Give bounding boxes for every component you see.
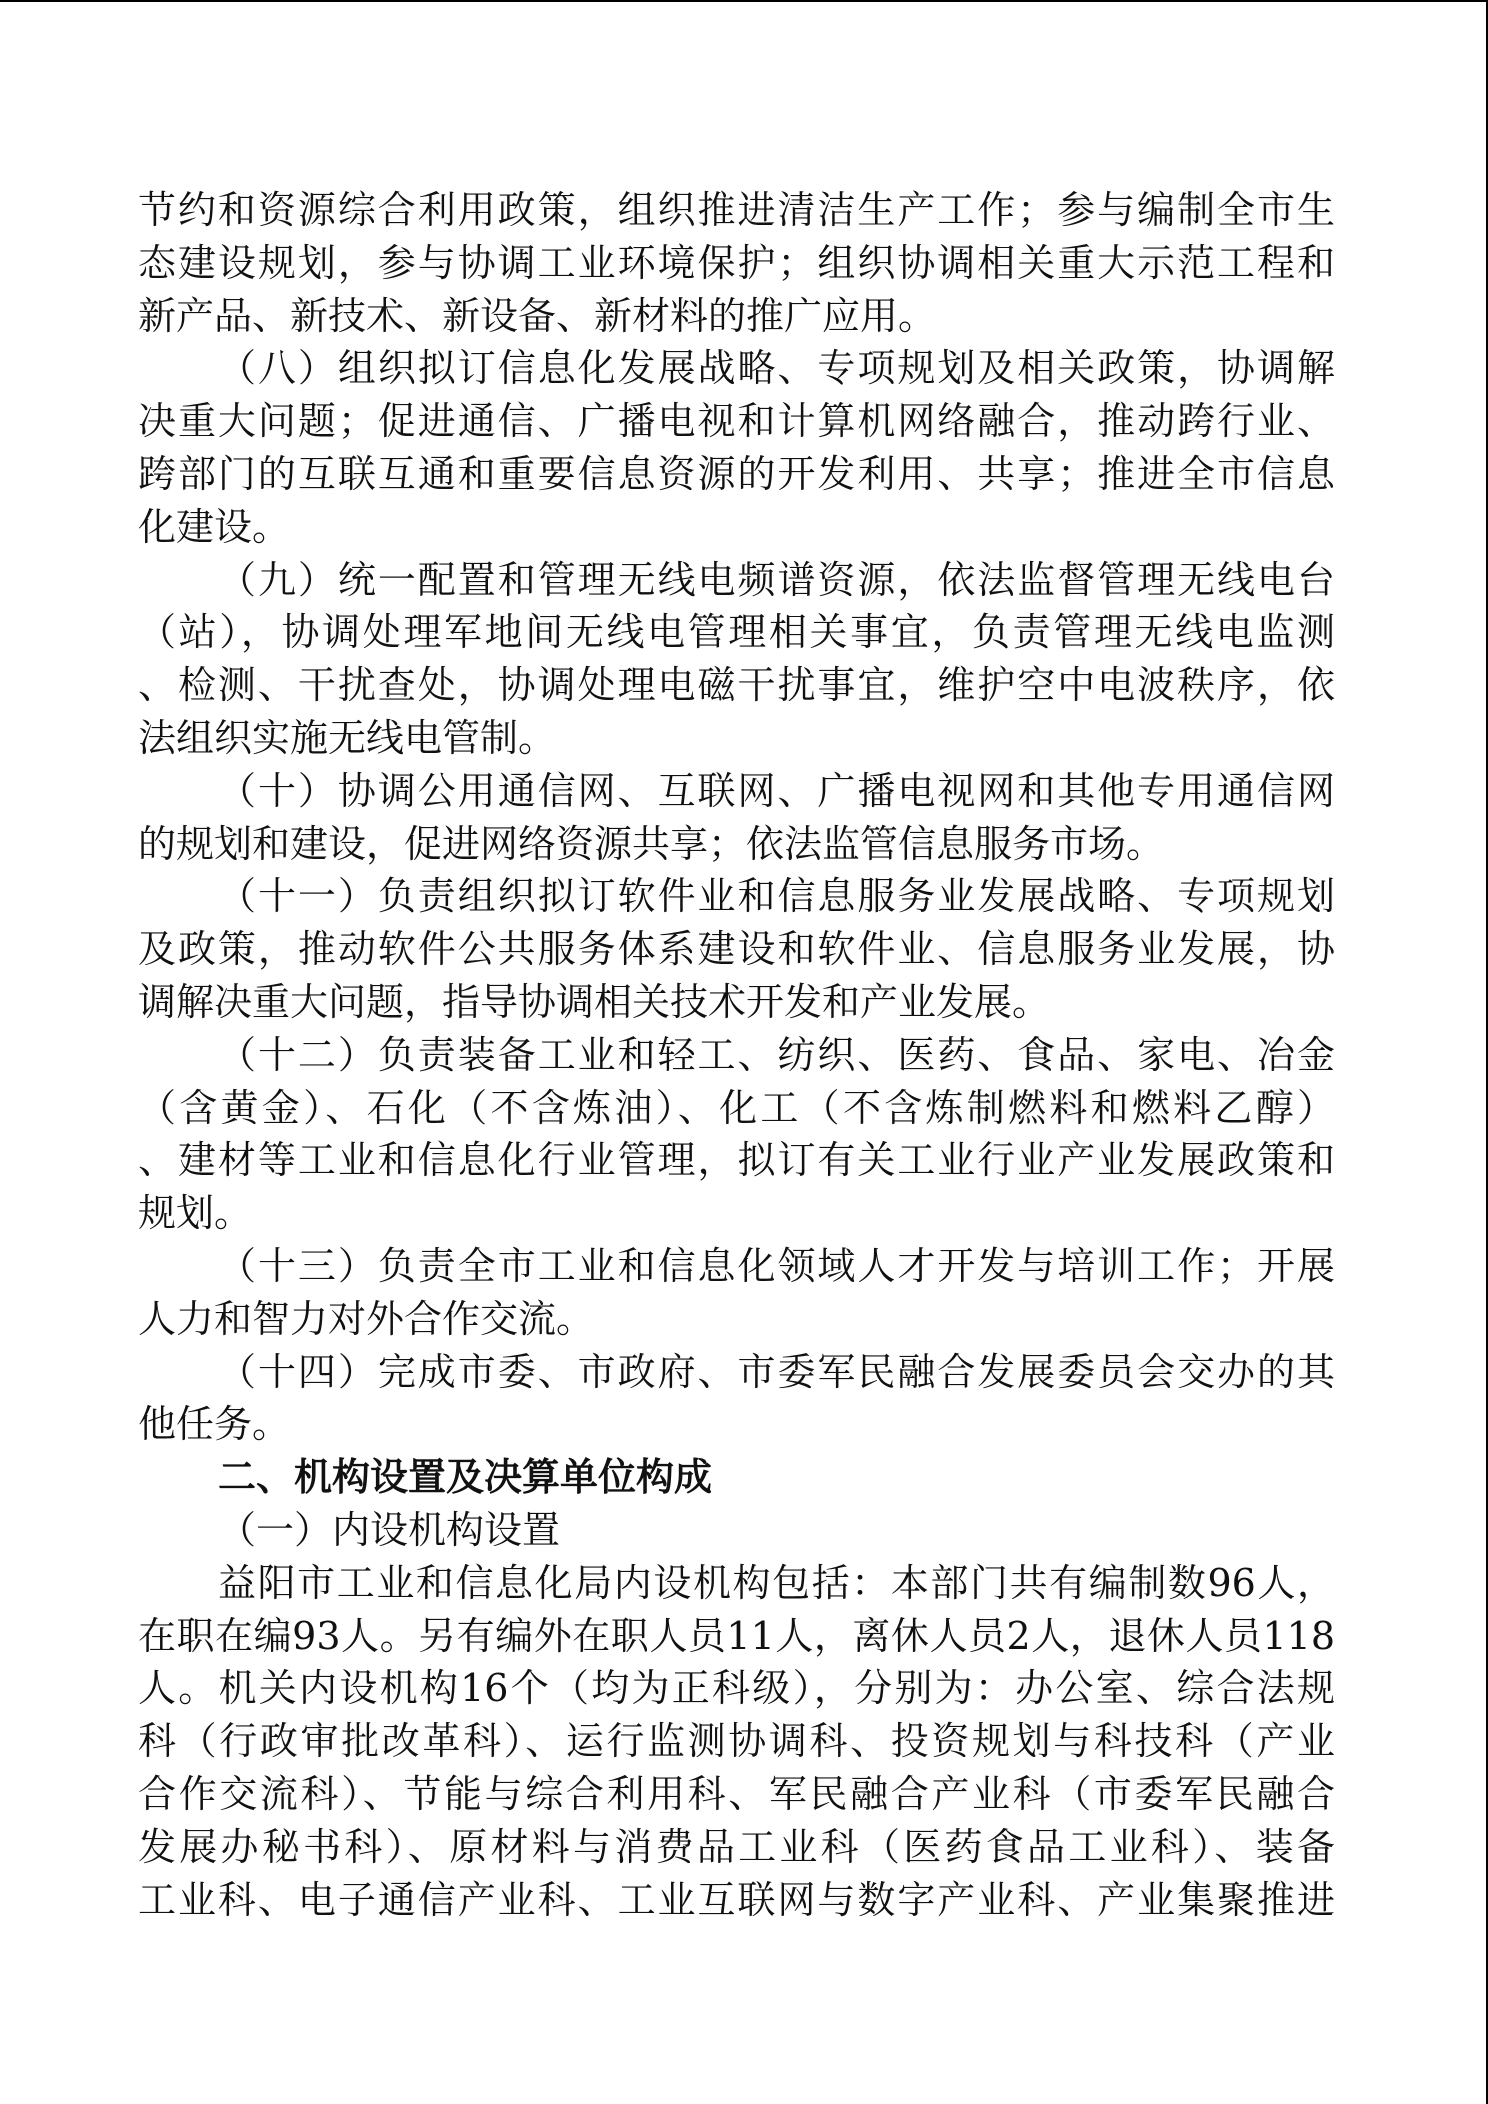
- section-heading: 二、机构设置及决算单位构成: [218, 1454, 713, 1500]
- text-line: 节约和资源综合利用政策，组织推进清洁生产工作；参与编制全市生: [138, 188, 1335, 232]
- text-line: 调解决重大问题，指导协调相关技术开发和产业发展。: [138, 979, 1051, 1024]
- text-line: 决重大问题；促进通信、广播电视和计算机网络融合，推动跨行业、: [138, 399, 1335, 444]
- text-line: 及政策，推动软件公共服务体系建设和软件业、信息服务业发展，协: [138, 927, 1335, 972]
- text-line: 科（行政审批改革科）、运行监测协调科、投资规划与科技科（产业: [138, 1719, 1335, 1764]
- text-line: （十二）负责装备工业和轻工、纺织、医药、食品、家电、冶金: [218, 1032, 1335, 1077]
- text-line: 化建设。: [138, 504, 291, 549]
- text-line: （一）内设机构设置: [218, 1507, 561, 1552]
- text-line: 跨部门的互联互通和重要信息资源的开发利用、共享；推进全市信息: [138, 451, 1335, 496]
- text-line: （含黄金）、石化（不含炼油）、化工（不含炼制燃料和燃料乙醇）: [138, 1085, 1335, 1130]
- text-line: （站），协调处理军地间无线电管理相关事宜，负责管理无线电监测: [138, 610, 1335, 655]
- text-line: （十一）负责组织拟订软件业和信息服务业发展战略、专项规划: [218, 874, 1335, 919]
- text-line: 他任务。: [138, 1402, 291, 1447]
- text-line: 合作交流科）、节能与综合利用科、军民融合产业科（市委军民融合: [138, 1771, 1335, 1816]
- text-line: 发展办秘书科）、原材料与消费品工业科（医药食品工业科）、装备: [138, 1824, 1335, 1869]
- text-line: 人。机关内设机构16个（均为正科级），分别为：办公室、综合法规: [138, 1666, 1335, 1711]
- text-line: 态建设规划，参与协调工业环境保护；组织协调相关重大示范工程和: [138, 240, 1335, 285]
- text-line: 在职在编93人。另有编外在职人员11人，离休人员2人，退休人员118: [138, 1613, 1335, 1658]
- text-line: 规划。: [138, 1191, 253, 1236]
- text-line: （十四）完成市委、市政府、市委军民融合发展委员会交办的其: [218, 1349, 1335, 1394]
- text-line: 益阳市工业和信息化局内设机构包括：本部门共有编制数96人，: [218, 1560, 1335, 1605]
- text-line: （八）组织拟订信息化发展战略、专项规划及相关政策，协调解: [218, 346, 1335, 391]
- document-body: [138, 184, 1335, 1926]
- text-line: 工业科、电子通信产业科、工业互联网与数字产业科、产业集聚推进: [138, 1877, 1335, 1922]
- text-line: （九）统一配置和管理无线电频谱资源，依法监督管理无线电台: [218, 557, 1335, 602]
- text-line: 法组织实施无线电管制。: [138, 715, 557, 760]
- text-line: （十）协调公用通信网、互联网、广播电视网和其他专用通信网: [218, 768, 1335, 813]
- text-line: 新产品、新技术、新设备、新材料的推广应用。: [138, 293, 937, 338]
- text-line: 人力和智力对外合作交流。: [138, 1296, 595, 1341]
- text-line: （十三）负责全市工业和信息化领域人才开发与培训工作；开展: [218, 1243, 1335, 1288]
- text-line: 的规划和建设，促进网络资源共享；依法监管信息服务市场。: [138, 821, 1165, 866]
- text-line: 、检测、干扰查处，协调处理电磁干扰事宜，维护空中电波秩序，依: [138, 663, 1335, 708]
- text-line: 、建材等工业和信息化行业管理，拟订有关工业行业产业发展政策和: [138, 1138, 1335, 1183]
